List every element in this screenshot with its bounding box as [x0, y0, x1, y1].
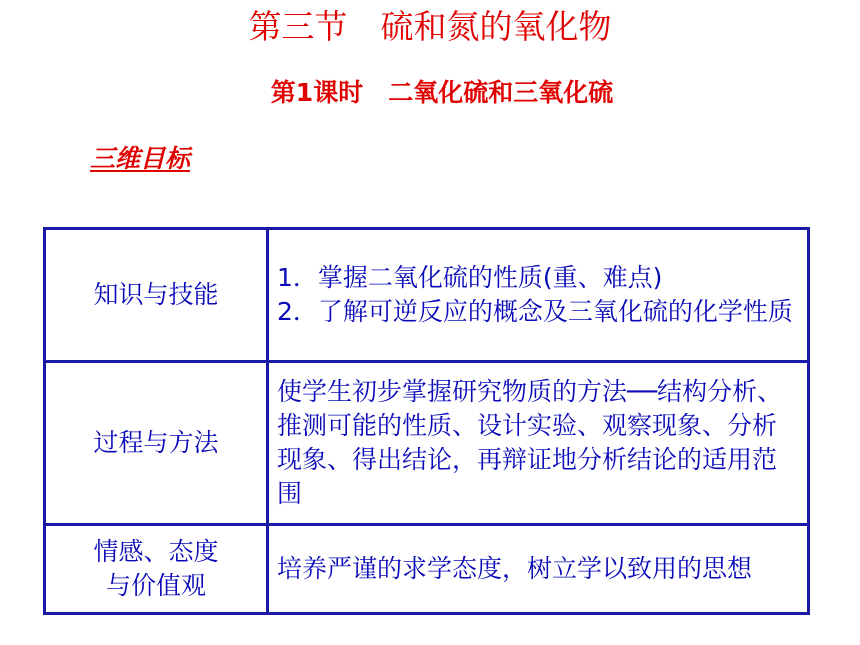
row-content [268, 362, 809, 525]
content-line: 2．了解可逆反应的概念及三氧化硫的化学性质 [277, 297, 793, 326]
table-row [45, 525, 809, 614]
row-label: 知识与技能 [45, 229, 268, 362]
row-label: 过程与方法 [45, 362, 268, 525]
row-label-line: 情感、态度 [93, 537, 219, 566]
row-label [45, 525, 268, 614]
content-line: 培养严谨的求学态度，树立学以致用的思想 [277, 554, 753, 583]
row-content [268, 229, 809, 362]
lesson-title: 第三节 硫和氮的氧化物 [248, 7, 612, 46]
section-heading: 三维目标 [90, 144, 191, 173]
content-line: 使学生初步掌握研究物质的方法──结构分析、推测可能的性质、设计实验、观察现象、分析现象、得出结论，再辩证地分析结论的适用范围 [277, 377, 783, 508]
row-content [268, 525, 809, 614]
content-line: 1．掌握二氧化硫的性质(重、难点) [277, 263, 663, 292]
table-row [45, 229, 809, 362]
lesson-subtitle: 第1课时 二氧化硫和三氧化硫 [270, 78, 614, 107]
row-label-line: 与价值观 [105, 571, 206, 600]
goals-table [43, 227, 810, 615]
table-row [45, 362, 809, 525]
